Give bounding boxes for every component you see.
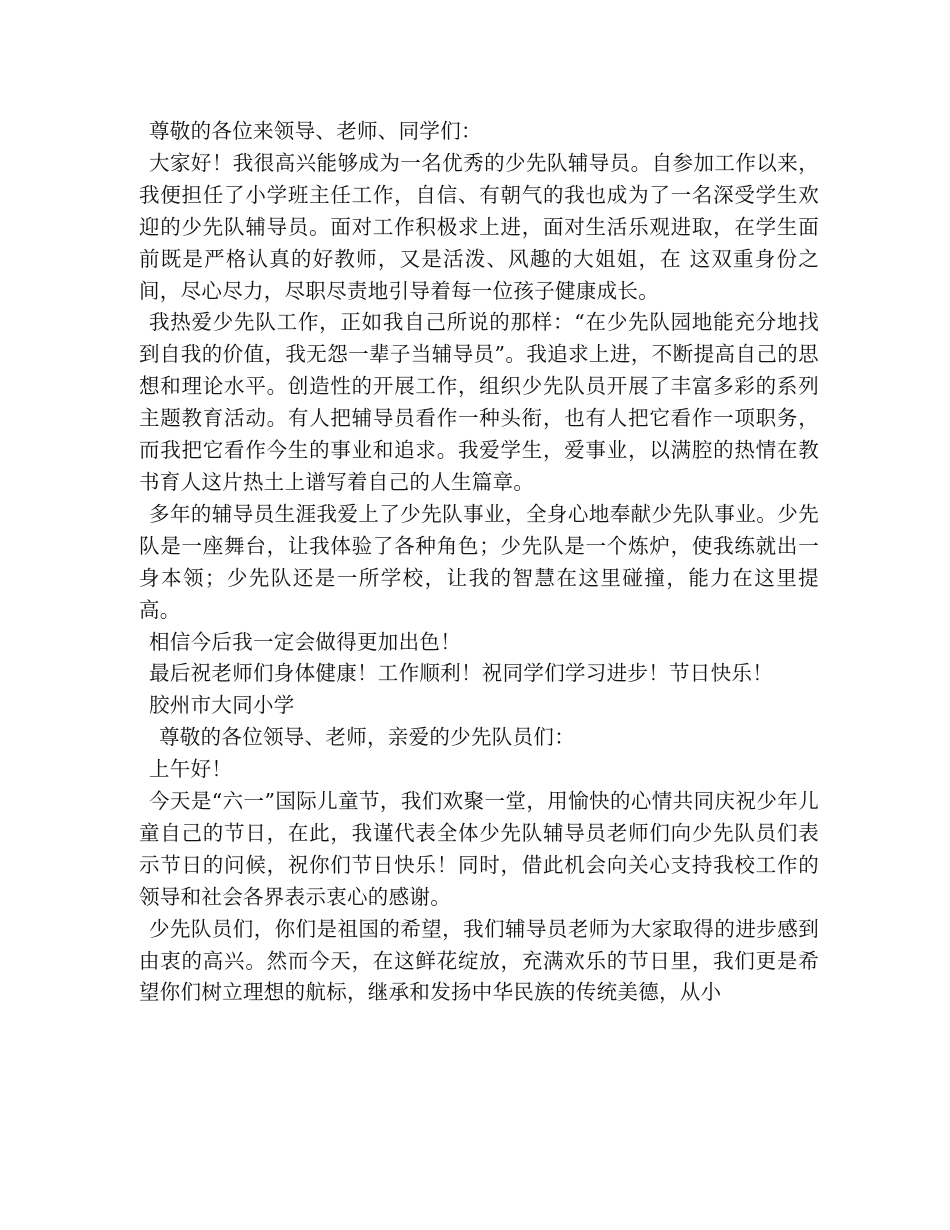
closing-wishes: 最后祝老师们身体健康！工作顺利！祝同学们学习进步！节日快乐！	[149, 661, 773, 686]
body-paragraph-4: 相信今后我一定会做得更加出色！	[149, 629, 461, 654]
body-paragraph-5: 今天是“六一”国际儿童节，我们欢聚一堂，用愉快的心情共同庆祝少年儿童自己的节日，在此，我谨代表全体少先队辅导员老师们向少先队员们表示节日的问候，祝你们节日快乐！同时，借此机会向关心支持我校工作的领导和社会各界表示衷心的感谢。	[139, 789, 819, 909]
school-name: 胶州市大同小学	[149, 693, 295, 718]
greeting-paragraph-1: 尊敬的各位来领导、老师、同学们：	[149, 119, 482, 143]
body-paragraph-1: 大家好！我很高兴能够成为一名优秀的少先队辅导员。自参加工作以来，我便担任了小学班主任工作，自信、有朝气的我也成为了一名深受学生欢迎的少先队辅导员。面对工作积极求上进，面对生活乐观进取，在学生面前既是严格认真的好教师，又是活泼、风趣的大姐姐，在 这双重身份之间，尽心尽力，尽职尽责地引导着每一位孩子健康成长。	[139, 150, 819, 303]
body-paragraph-6: 少先队员们，你们是祖国的希望，我们辅导员老师为大家取得的进步感到由衷的高兴。然而今天，在这鲜花绽放，充满欢乐的节日里，我们更是希望你们树立理想的航标，继承和发扬中华民族的传统美德，从小	[139, 916, 819, 1005]
greeting-paragraph-2: 尊敬的各位领导、老师，亲爱的少先队员们：	[159, 725, 575, 750]
document-body	[139, 116, 819, 1009]
salutation: 上午好！	[149, 757, 233, 782]
body-paragraph-2: 我热爱少先队工作，正如我自己所说的那样：“在少先队园地能充分地找到自我的价值，我无怨一辈子当辅导员”。我追求上进，不断提高自己的思想和理论水平。创造性的开展工作，组织少先队员开展了丰富多彩的系列主题教育活动。有人把辅导员看作一种头衔，也有人把它看作一项职务，而我把它看作今生的事业和追求。我爱学生，爱事业，以满腔的热情在教书育人这片热土上谱写着自己的人生篇章。	[139, 310, 819, 494]
body-paragraph-3: 多年的辅导员生涯我爱上了少先队事业，全身心地奉献少先队事业。少先队是一座舞台，让我体验了各种角色；少先队是一个炼炉，使我练就出一身本领；少先队还是一所学校，让我的智慧在这里碰撞，能力在这里提高。	[139, 501, 819, 622]
